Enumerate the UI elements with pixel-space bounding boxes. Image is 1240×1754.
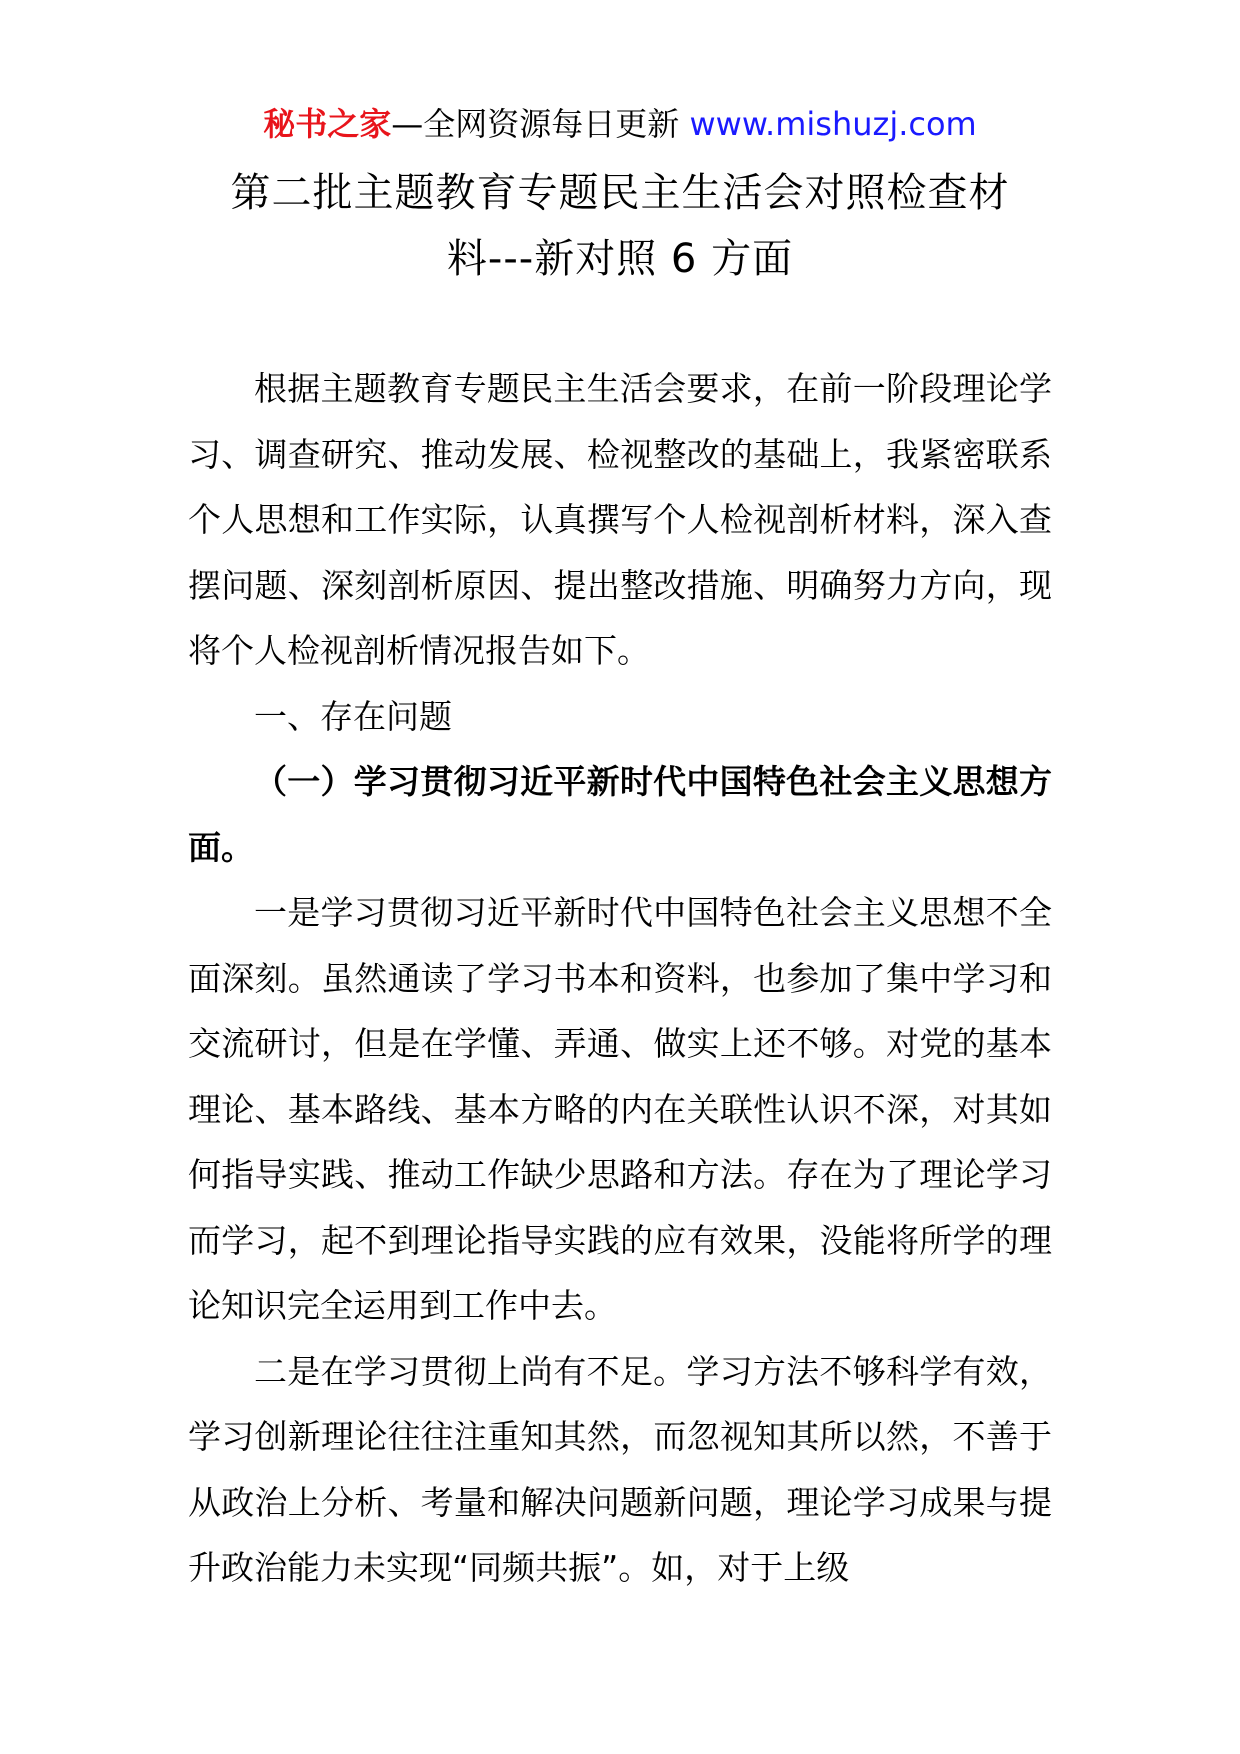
intro-paragraph: 根据主题教育专题民主生活会要求，在前一阶段理论学习、调查研究、推动发展、检视整改的基础上，我紧密联系个人思想和工作实际，认真撰写个人检视剖析材料，深入查摆问题、深刻剖析原因、提出整改措施、明确努力方向，现将个人检视剖析情况报告如下。 xyxy=(188,369,1052,670)
document-title xyxy=(188,160,1052,292)
title-line-1: 第二批主题教育专题民主生活会对照检查材 xyxy=(230,170,1010,216)
subsection-heading-1: （一）学习贯彻习近平新时代中国特色社会主义思想方面。 xyxy=(188,762,1052,867)
site-url[interactable]: www.mishuzj.com xyxy=(689,105,977,143)
body-paragraph-1: 一是学习贯彻习近平新时代中国特色社会主义思想不全面深刻。虽然通读了学习书本和资料，也参加了集中学习和交流研讨，但是在学懂、弄通、做实上还不够。对党的基本理论、基本路线、基本方略的内在关联性认识不深，对其如何指导实践、推动工作缺少思路和方法。存在为了理论学习而学习，起不到理论指导实践的应有效果，没能将所学的理论知识完全运用到工作中去。 xyxy=(188,893,1052,1325)
brand-name: 秘书之家 xyxy=(263,105,392,143)
section-heading-problems: 一、存在问题 xyxy=(254,696,452,736)
title-line-2: 料---新对照 6 方面 xyxy=(446,236,794,282)
document-body xyxy=(188,356,1052,1601)
header-slogan: —全网资源每日更新 xyxy=(391,105,690,143)
body-paragraph-2: 二是在学习贯彻上尚有不足。学习方法不够科学有效，学习创新理论往往注重知其然，而忽视知其所以然，不善于从政治上分析、考量和解决问题新问题，理论学习成果与提升政治能力未实现“同频共振”。如，对于上级 xyxy=(188,1351,1052,1587)
site-header xyxy=(0,100,1240,148)
